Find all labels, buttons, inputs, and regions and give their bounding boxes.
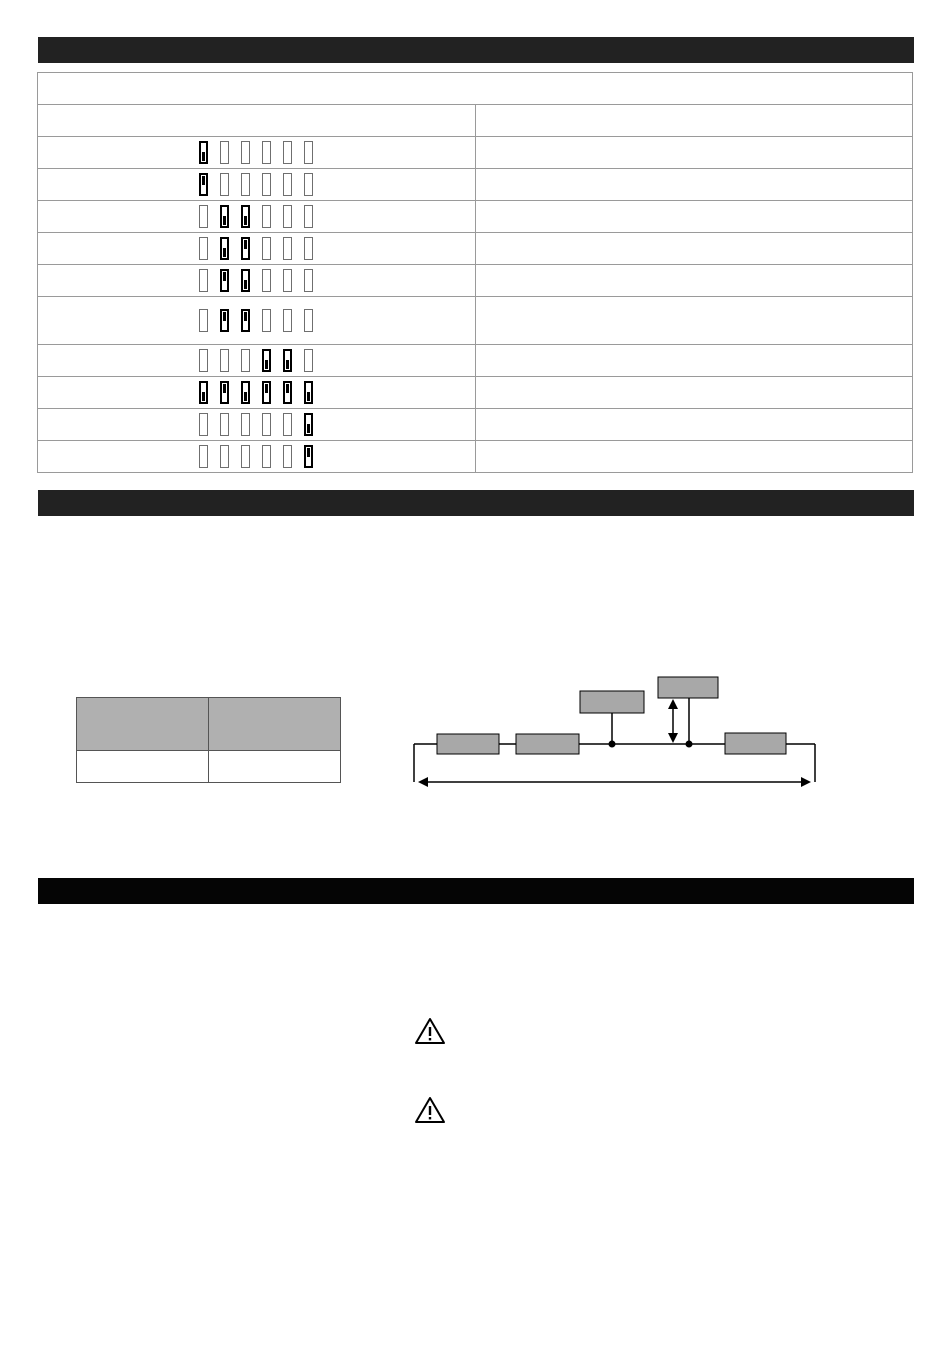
dip-switch-1-icon [199,269,208,292]
dip-switch-6-icon [304,141,313,164]
warning-triangle-icon [414,1095,446,1125]
dip-switch-knob [202,176,205,185]
dip-row-description [475,377,913,409]
dip-switch-1-icon [199,173,208,196]
dip-table-row [38,169,913,201]
dip-switch-knob [286,384,289,393]
dip-switch-2-icon [220,349,229,372]
dip-switch-knob [223,248,226,257]
section-header-bar-2 [38,490,914,516]
dip-switch-6-icon [304,173,313,196]
dip-switch-6-icon [304,309,313,332]
device-box-1 [437,734,499,754]
dip-switch-pattern [38,409,476,441]
dip-switch-1-icon [199,141,208,164]
device-box-3 [725,733,786,754]
dip-switch-knob [223,312,226,321]
spec-cell-2 [209,751,341,783]
dip-switch-3-icon [241,141,250,164]
dip-switch-5-icon [283,205,292,228]
dip-switch-knob [307,448,310,457]
dip-switch-knob [202,152,205,161]
dip-switch-knob [244,392,247,401]
warning-triangle-icon [414,1016,446,1046]
dip-switch-knob [244,312,247,321]
dip-switch-5-icon [283,173,292,196]
device-box-4 [580,691,644,713]
dip-table-row [38,441,913,473]
dip-row-description [475,233,913,265]
dip-switch-pattern [38,169,476,201]
dip-switch-knob [265,360,268,369]
dip-switch-6-icon [304,381,313,404]
dip-switch-4-icon [262,413,271,436]
dip-switch-pattern [38,297,476,345]
dip-switch-4-icon [262,237,271,260]
dip-switch-2-icon [220,269,229,292]
dip-switch-pattern [38,201,476,233]
dip-switch-5-icon [283,237,292,260]
dip-switch-1-icon [199,309,208,332]
section-header-bar-1 [38,37,914,63]
dip-switch-2-icon [220,309,229,332]
dip-switch-4-icon [262,269,271,292]
dip-row-description [475,137,913,169]
dip-switch-pattern [38,345,476,377]
dip-switch-knob [223,384,226,393]
dip-row-description [475,297,913,345]
dip-switch-6-icon [304,349,313,372]
dip-switch-pattern [38,265,476,297]
dip-switch-knob [223,216,226,225]
dip-switch-6-icon [304,205,313,228]
dip-switch-4-icon [262,381,271,404]
dip-switch-5-icon [283,309,292,332]
dip-switch-knob [265,384,268,393]
dip-switch-4-icon [262,205,271,228]
dip-switch-4-icon [262,309,271,332]
dip-switch-knob [244,216,247,225]
dip-switch-table [37,72,913,473]
dip-switch-2-icon [220,445,229,468]
dip-switch-knob [307,424,310,433]
dip-switch-6-icon [304,237,313,260]
dip-table-header-row [38,105,913,137]
dip-switch-5-icon [283,269,292,292]
dip-table-row [38,201,913,233]
dip-switch-knob [307,392,310,401]
dip-switch-2-icon [220,141,229,164]
dip-switch-5-icon [283,349,292,372]
spec-cell-1 [77,751,209,783]
dip-switch-3-icon [241,269,250,292]
dip-switch-3-icon [241,173,250,196]
dip-switch-knob [286,360,289,369]
spec-header-2 [209,698,341,751]
dip-switch-3-icon [241,445,250,468]
dip-switch-1-icon [199,349,208,372]
dip-row-description [475,441,913,473]
dip-table-title-row [38,73,913,105]
dip-switch-5-icon [283,445,292,468]
dip-row-description [475,265,913,297]
dip-switch-4-icon [262,349,271,372]
dip-switch-3-icon [241,237,250,260]
dip-switch-4-icon [262,445,271,468]
dip-switch-6-icon [304,413,313,436]
section-header-bar-3 [38,878,914,904]
dip-table-row [38,265,913,297]
dip-table-row [38,377,913,409]
dip-switch-3-icon [241,413,250,436]
dip-switch-2-icon [220,237,229,260]
dip-switch-3-icon [241,309,250,332]
dip-switch-pattern [38,441,476,473]
spec-table-header-row [77,698,341,751]
spec-header-1 [77,698,209,751]
dip-switch-6-icon [304,269,313,292]
spec-table-row [77,751,341,783]
dip-switch-pattern [38,137,476,169]
dip-table-title [38,73,913,105]
dip-switch-5-icon [283,141,292,164]
dip-switch-6-icon [304,445,313,468]
dip-switch-5-icon [283,381,292,404]
dip-table-row [38,233,913,265]
junction-2 [686,741,693,748]
spec-table [76,697,341,783]
dip-switch-3-icon [241,381,250,404]
dip-switch-1-icon [199,205,208,228]
dip-switch-1-icon [199,413,208,436]
dip-switch-2-icon [220,173,229,196]
dip-switch-knob [202,392,205,401]
dip-switch-knob [223,272,226,281]
dip-table-row [38,137,913,169]
dip-switch-2-icon [220,381,229,404]
dip-row-description [475,201,913,233]
dip-switch-3-icon [241,349,250,372]
dip-table-row [38,409,913,441]
dip-switch-knob [244,240,247,249]
dip-switch-3-icon [241,205,250,228]
dip-switch-pattern [38,233,476,265]
dip-switch-1-icon [199,237,208,260]
dip-switch-pattern [38,377,476,409]
dip-switch-4-icon [262,141,271,164]
dip-switch-4-icon [262,173,271,196]
device-box-2 [516,734,579,754]
dip-switch-2-icon [220,413,229,436]
device-box-5 [658,677,718,698]
dip-switch-column-header [38,105,476,137]
dip-switch-1-icon [199,381,208,404]
dip-switch-knob [244,280,247,289]
dip-table-row [38,297,913,345]
dip-row-description [475,409,913,441]
dip-description-column-header [475,105,913,137]
network-diagram [400,665,830,795]
dip-switch-1-icon [199,445,208,468]
dip-row-description [475,345,913,377]
junction-1 [609,741,616,748]
dip-table-row [38,345,913,377]
dip-row-description [475,169,913,201]
dip-switch-2-icon [220,205,229,228]
dip-switch-5-icon [283,413,292,436]
